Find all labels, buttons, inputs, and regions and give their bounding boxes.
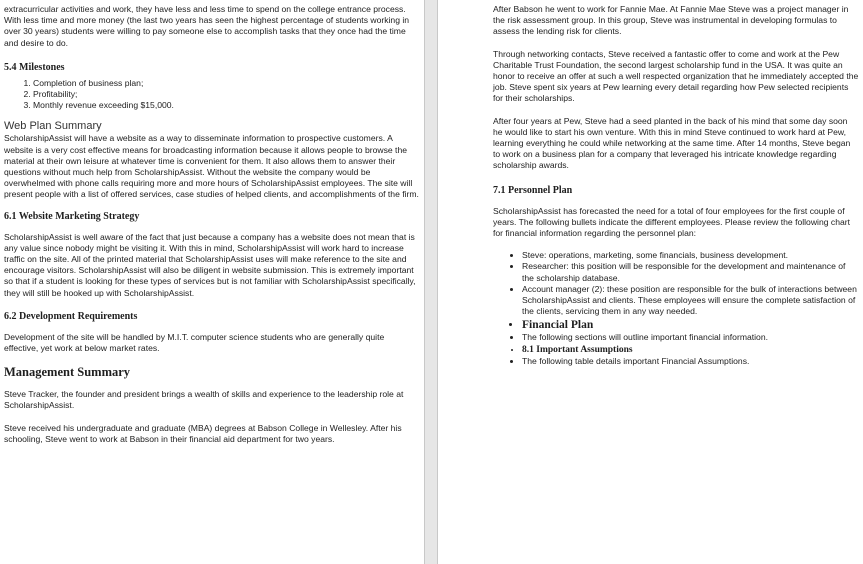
list-item: 1. Completion of business plan; <box>33 78 420 89</box>
web-plan-paragraph: ScholarshipAssist will have a website as a way to disseminate information to prospective customers. A website is a very cost effective means for broadcasting information because it allows people to browse the material at their own leisure at whatever time is convenient for them. It also allows them to answer their questions without much help from ScholarshipAssist. Without the website the company would be overwhelmed with phone calls requiring more and more hours of ScholarshipAssist employees. The site will present people with a list of offered services, case studies of helped clients, and accomplishments of the firm. <box>4 133 419 200</box>
page-gutter <box>424 0 438 564</box>
assumptions-heading: • 8.1 Important Assumptions <box>522 344 859 356</box>
management-paragraph-1: Steve Tracker, the founder and president brings a wealth of skills and experience to the leadership role at ScholarshipAssist. <box>4 389 404 411</box>
list-item: 3. Monthly revenue exceeding $15,000. <box>33 100 420 111</box>
financial-paragraph: • The following sections will outline important financial information. <box>522 332 859 343</box>
milestones-list <box>4 78 420 112</box>
document-page-left <box>0 0 424 564</box>
development-paragraph: Development of the site will be handled by M.I.T. computer science students who are generally quite effective, yet work at below market rates. <box>4 331 385 354</box>
babson-paragraph: After Babson he went to work for Fannie Mae. At Fannie Mae Steve was a project manager in the risk assessment group. In this group, Steve was instrumental in developing formulas to assess the lending risk for clients. <box>493 4 849 37</box>
personnel-bullets <box>493 250 859 367</box>
list-item: 2. Profitability; <box>33 89 420 100</box>
personnel-paragraph: ScholarshipAssist has forecasted the need for a total of four employees for the first couple of years. The following bullets indicate the different employees. Please review the following chart for financial information regarding the personnel plan: <box>493 205 850 239</box>
pew-paragraph: Through networking contacts, Steve received a fantastic offer to come and work at the Pew Charitable Trust Foundation, the second largest scholarship fund in the USA. It was quite an honor to receive an offer at such a well respected organization that he immediately accepted the job. Steve spent six years at Pew learning every detail regarding how Pew selected recipients for their scholarships. <box>493 48 859 104</box>
assumptions-paragraph: • The following table details important Financial Assumptions. <box>522 356 859 367</box>
intro-paragraph: extracurricular activities and work, they have less and less time to spend on the college entrance process. With less time and more money (the last two years has seen the highest percentage of students working in over 30 years) students were willing to pay someone else to accomplish tasks that they once had the time and desire to do. <box>4 4 410 48</box>
financial-heading: • Financial Plan <box>522 319 859 332</box>
milestones-heading: 5.4 Milestones <box>4 61 65 73</box>
web-plan-heading: Web Plan Summary <box>4 120 102 133</box>
management-heading: Management Summary <box>4 365 131 380</box>
development-heading: 6.2 Development Requirements <box>4 310 138 322</box>
marketing-paragraph: ScholarshipAssist is well aware of the fact that just because a company has a website does not mean that is any value since nobody might be visiting it. With this in mind, ScholarshipAssist will work hard to increase traffic on the site. All of the printed material that ScholarshipAssist uses will make reference to the site and encourage visitors. ScholarshipAssist will also be diligent in website submission. This is extremely important so that if a student is looking for these types of services but is not familiar with ScholarshipAssist specifically, they will still be hooked up with ScholarshipAssist. <box>4 231 416 298</box>
marketing-heading: 6.1 Website Marketing Strategy <box>4 210 140 222</box>
list-item: • Steve: operations, marketing, some financials, business development. <box>522 250 859 261</box>
list-item: • Account manager (2): these position are responsible for the bulk of interactions between ScholarshipAssist and clients. These employees will ensure the complete satisfaction of the clients, servicing them in any way needed. <box>522 284 859 318</box>
venture-paragraph: After four years at Pew, Steve had a seed planted in the back of his mind that some day soon he would like to start his own venture. With this in mind Steve continued to work hard at Pew, learning everything he could while networking at the same time. After 14 months, Steve began to work on a business plan for a company that leveraged his intricate knowledge regarding scholarship awards. <box>493 115 851 171</box>
list-item: • Researcher: this position will be responsible for the development and maintenance of the scholarship database. <box>522 261 859 283</box>
document-page-right <box>438 0 863 564</box>
management-paragraph-2: Steve received his undergraduate and graduate (MBA) degrees at Babson College in Wellesley. After his schooling, Steve went to work at Babson in their financial aid department for two years. <box>4 422 402 444</box>
personnel-heading: 7.1 Personnel Plan <box>493 184 573 196</box>
